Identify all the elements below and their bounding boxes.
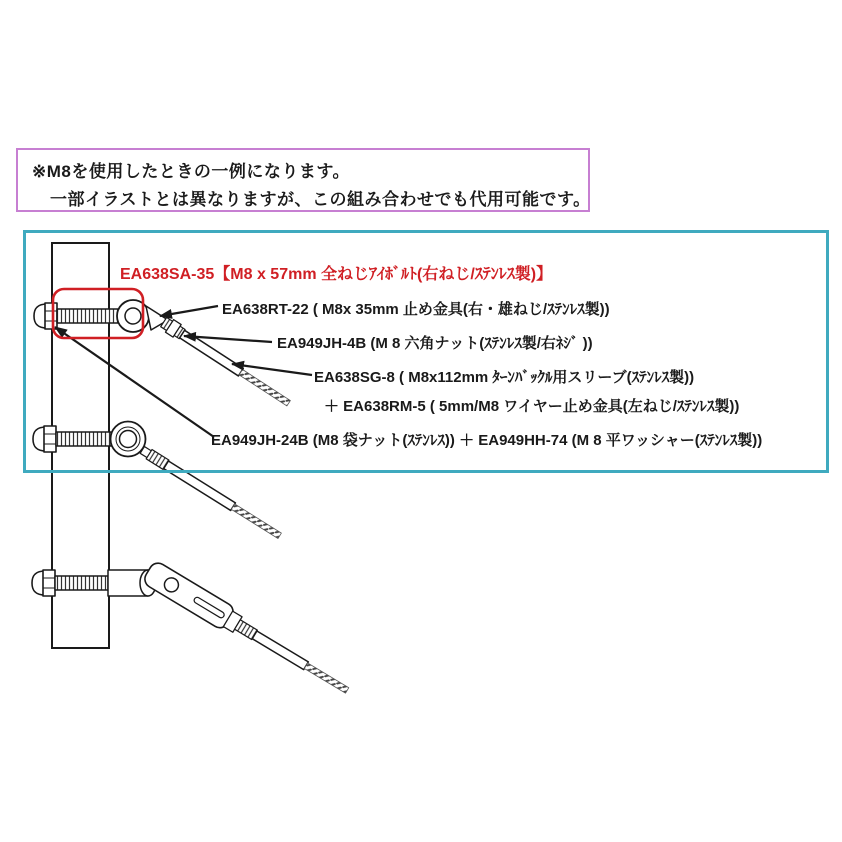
part-label-ea638rt-22: EA638RT-22 ( M8x 35mm 止め金具(右・雄ねじ/ｽﾃﾝﾚｽ製)) — [222, 301, 610, 318]
threaded-rod-bottom — [55, 576, 108, 590]
sleeve-bottom — [252, 631, 308, 670]
wire-rope-top — [239, 370, 290, 406]
jaw-fitting-bottom — [142, 560, 237, 631]
part-label-ea949jh-4b: EA949JH-4B (M 8 六角ナット(ｽﾃﾝﾚｽ製/右ﾈｼﾞ )) — [277, 335, 593, 352]
part-label-ea638sa-35: EA638SA-35【M8 x 57mm 全ねじｱｲﾎﾞﾙﾄ(右ねじ/ｽﾃﾝﾚｽ製)】 — [120, 266, 553, 283]
threaded-rod-top — [57, 309, 119, 323]
note-line-2: 一部イラストとは異なりますが、この組み合わせでも代用可能です。 — [50, 190, 591, 209]
threaded-rod-middle — [56, 432, 111, 446]
leader-line-stop-fitting — [160, 306, 218, 316]
part-label-ea638rm-5: ＋ EA638RM-5 ( 5mm/M8 ワイヤー止め金具(左ねじ/ｽﾃﾝﾚｽ製)) — [324, 398, 740, 415]
eye-hole-top — [125, 308, 141, 324]
cap-nut-middle — [33, 426, 56, 452]
wire-rope-middle — [231, 504, 281, 539]
part-label-ea949jh-24b: EA949JH-24B (M8 袋ナット(ｽﾃﾝﾚｽ)) ＋ EA949HH-74 (M 8 平ワッシャー(ｽﾃﾝﾚｽ製)) — [211, 432, 763, 449]
turnbuckle-sleeve-middle — [164, 461, 236, 510]
part-label-ea638sg-8: EA638SG-8 ( M8x112mm ﾀｰﾝﾊﾞｯｸﾙ用スリーブ(ｽﾃﾝﾚｽ製)) — [314, 369, 695, 386]
cap-nut-bottom — [32, 570, 55, 596]
note-line-1: ※M8を使用したときの一例になります。 — [32, 162, 350, 181]
eye-hole-middle — [120, 431, 137, 448]
wire-rope-bottom — [304, 663, 348, 693]
